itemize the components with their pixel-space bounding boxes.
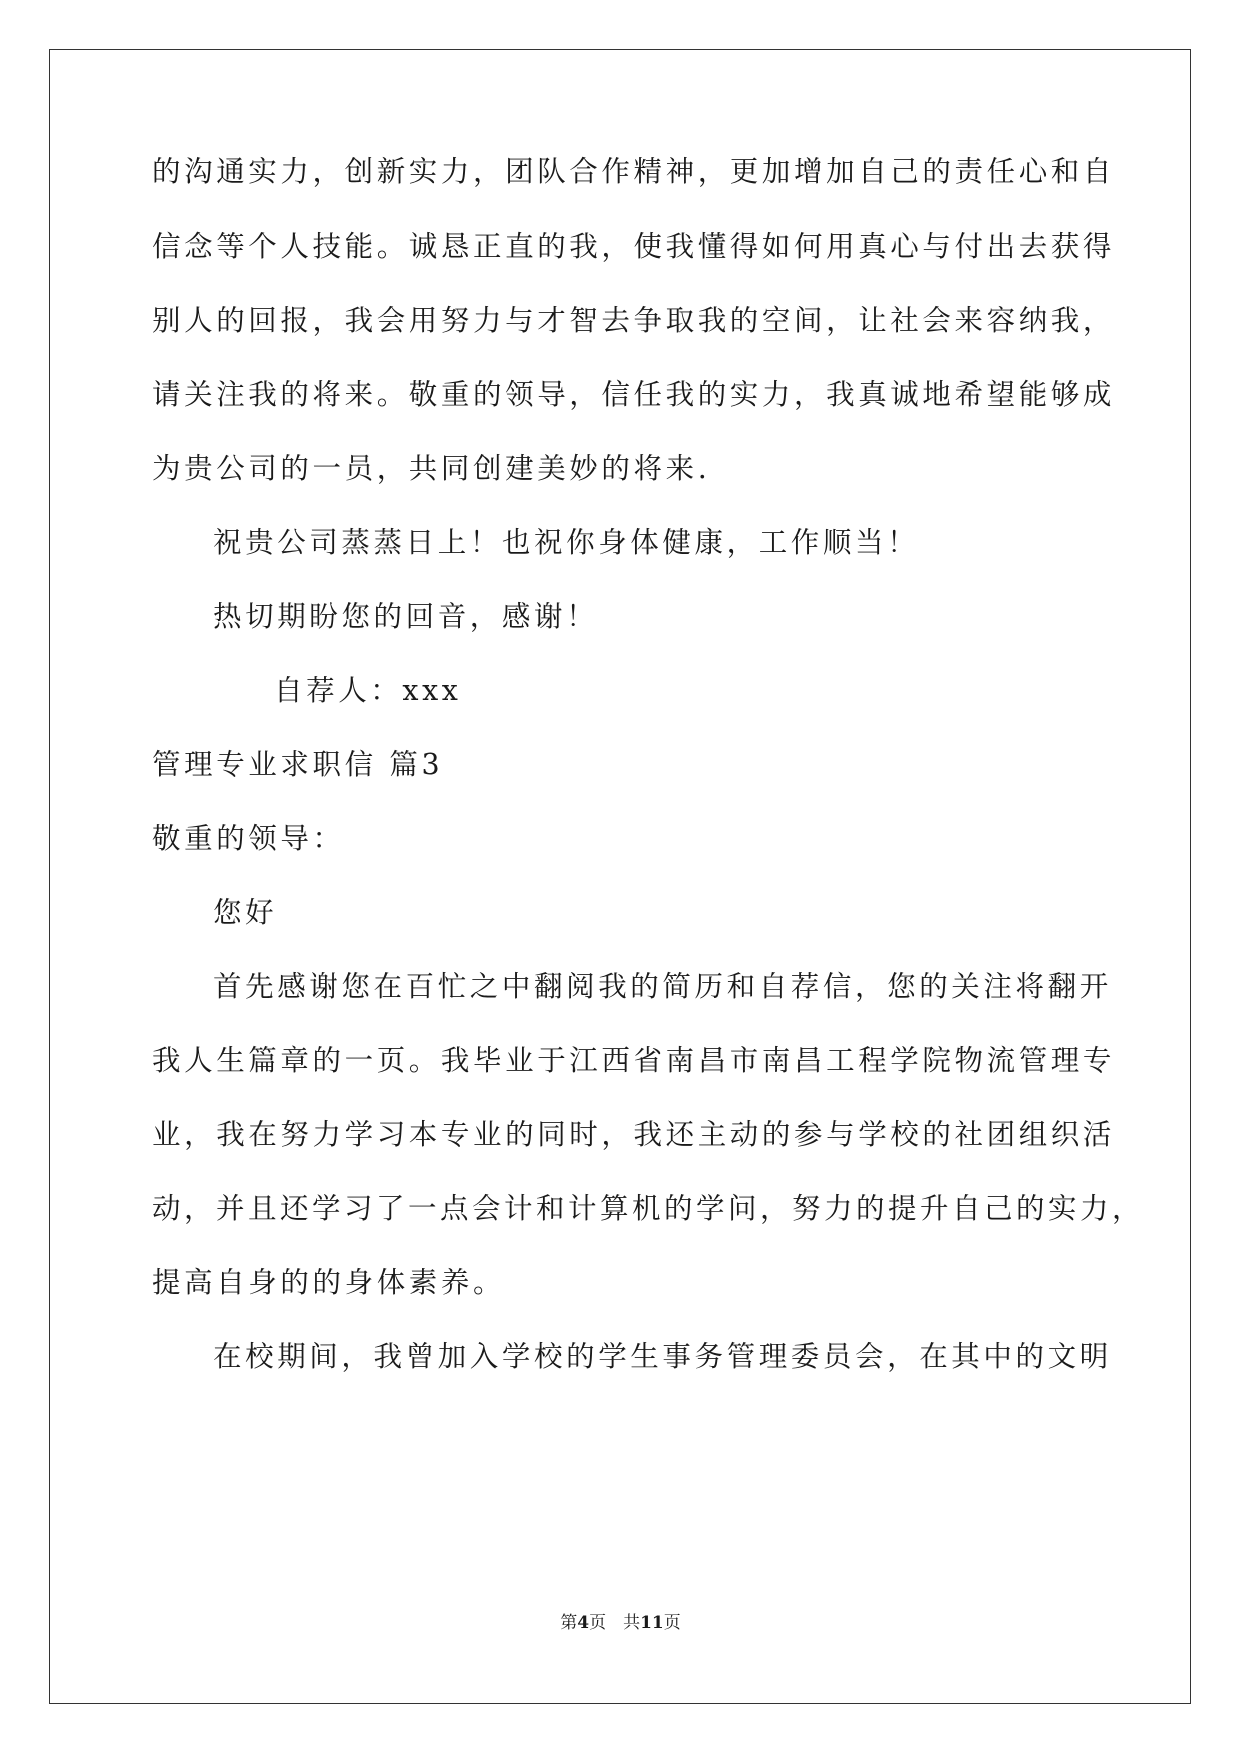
text-line: 热切期盼您的回音，感谢！ [213,600,599,633]
salutation: 敬重的领导： [152,822,345,855]
greeting: 您好 [213,896,278,929]
text-line: 业，我在努力学习本专业的同时，我还主动的参与学校的社团组织活 [152,1118,1116,1151]
page-border [49,49,1191,1704]
text-line: 别人的回报，我会用努力与才智去争取我的空间，让社会来容纳我， [152,304,1116,337]
current-page-number: 4 [577,1613,590,1633]
footer-prefix: 第 [560,1613,578,1633]
footer-mid: 页 共 [589,1613,641,1633]
text-line: 提高自身的的身体素养。 [152,1266,506,1299]
text-line: 的沟通实力，创新实力，团队合作精神，更加增加自己的责任心和自 [152,155,1116,188]
total-page-number: 11 [640,1613,664,1633]
text-line: 信念等个人技能。诚恳正直的我，使我懂得如何用真心与付出去获得 [152,230,1116,263]
page-footer [0,1608,1241,1633]
text-line: 首先感谢您在百忙之中翻阅我的简历和自荐信，您的关注将翻开 [213,970,1112,1003]
footer-suffix: 页 [663,1613,681,1633]
section-heading: 管理专业求职信 篇3 [152,748,444,781]
signature-line: 自荐人：xxx [274,674,462,707]
text-line: 祝贵公司蒸蒸日上！也祝你身体健康，工作顺当！ [213,526,920,559]
text-line: 请关注我的将来。敬重的领导，信任我的实力，我真诚地希望能够成 [152,378,1116,411]
text-line: 动，并且还学习了一点会计和计算机的学问，努力的提升自己的实力， [152,1192,1145,1225]
text-line: 我人生篇章的一页。我毕业于江西省南昌市南昌工程学院物流管理专 [152,1044,1116,1077]
text-line: 在校期间，我曾加入学校的学生事务管理委员会，在其中的文明 [213,1340,1112,1373]
text-line: 为贵公司的一员，共同创建美妙的将来. [152,452,711,485]
